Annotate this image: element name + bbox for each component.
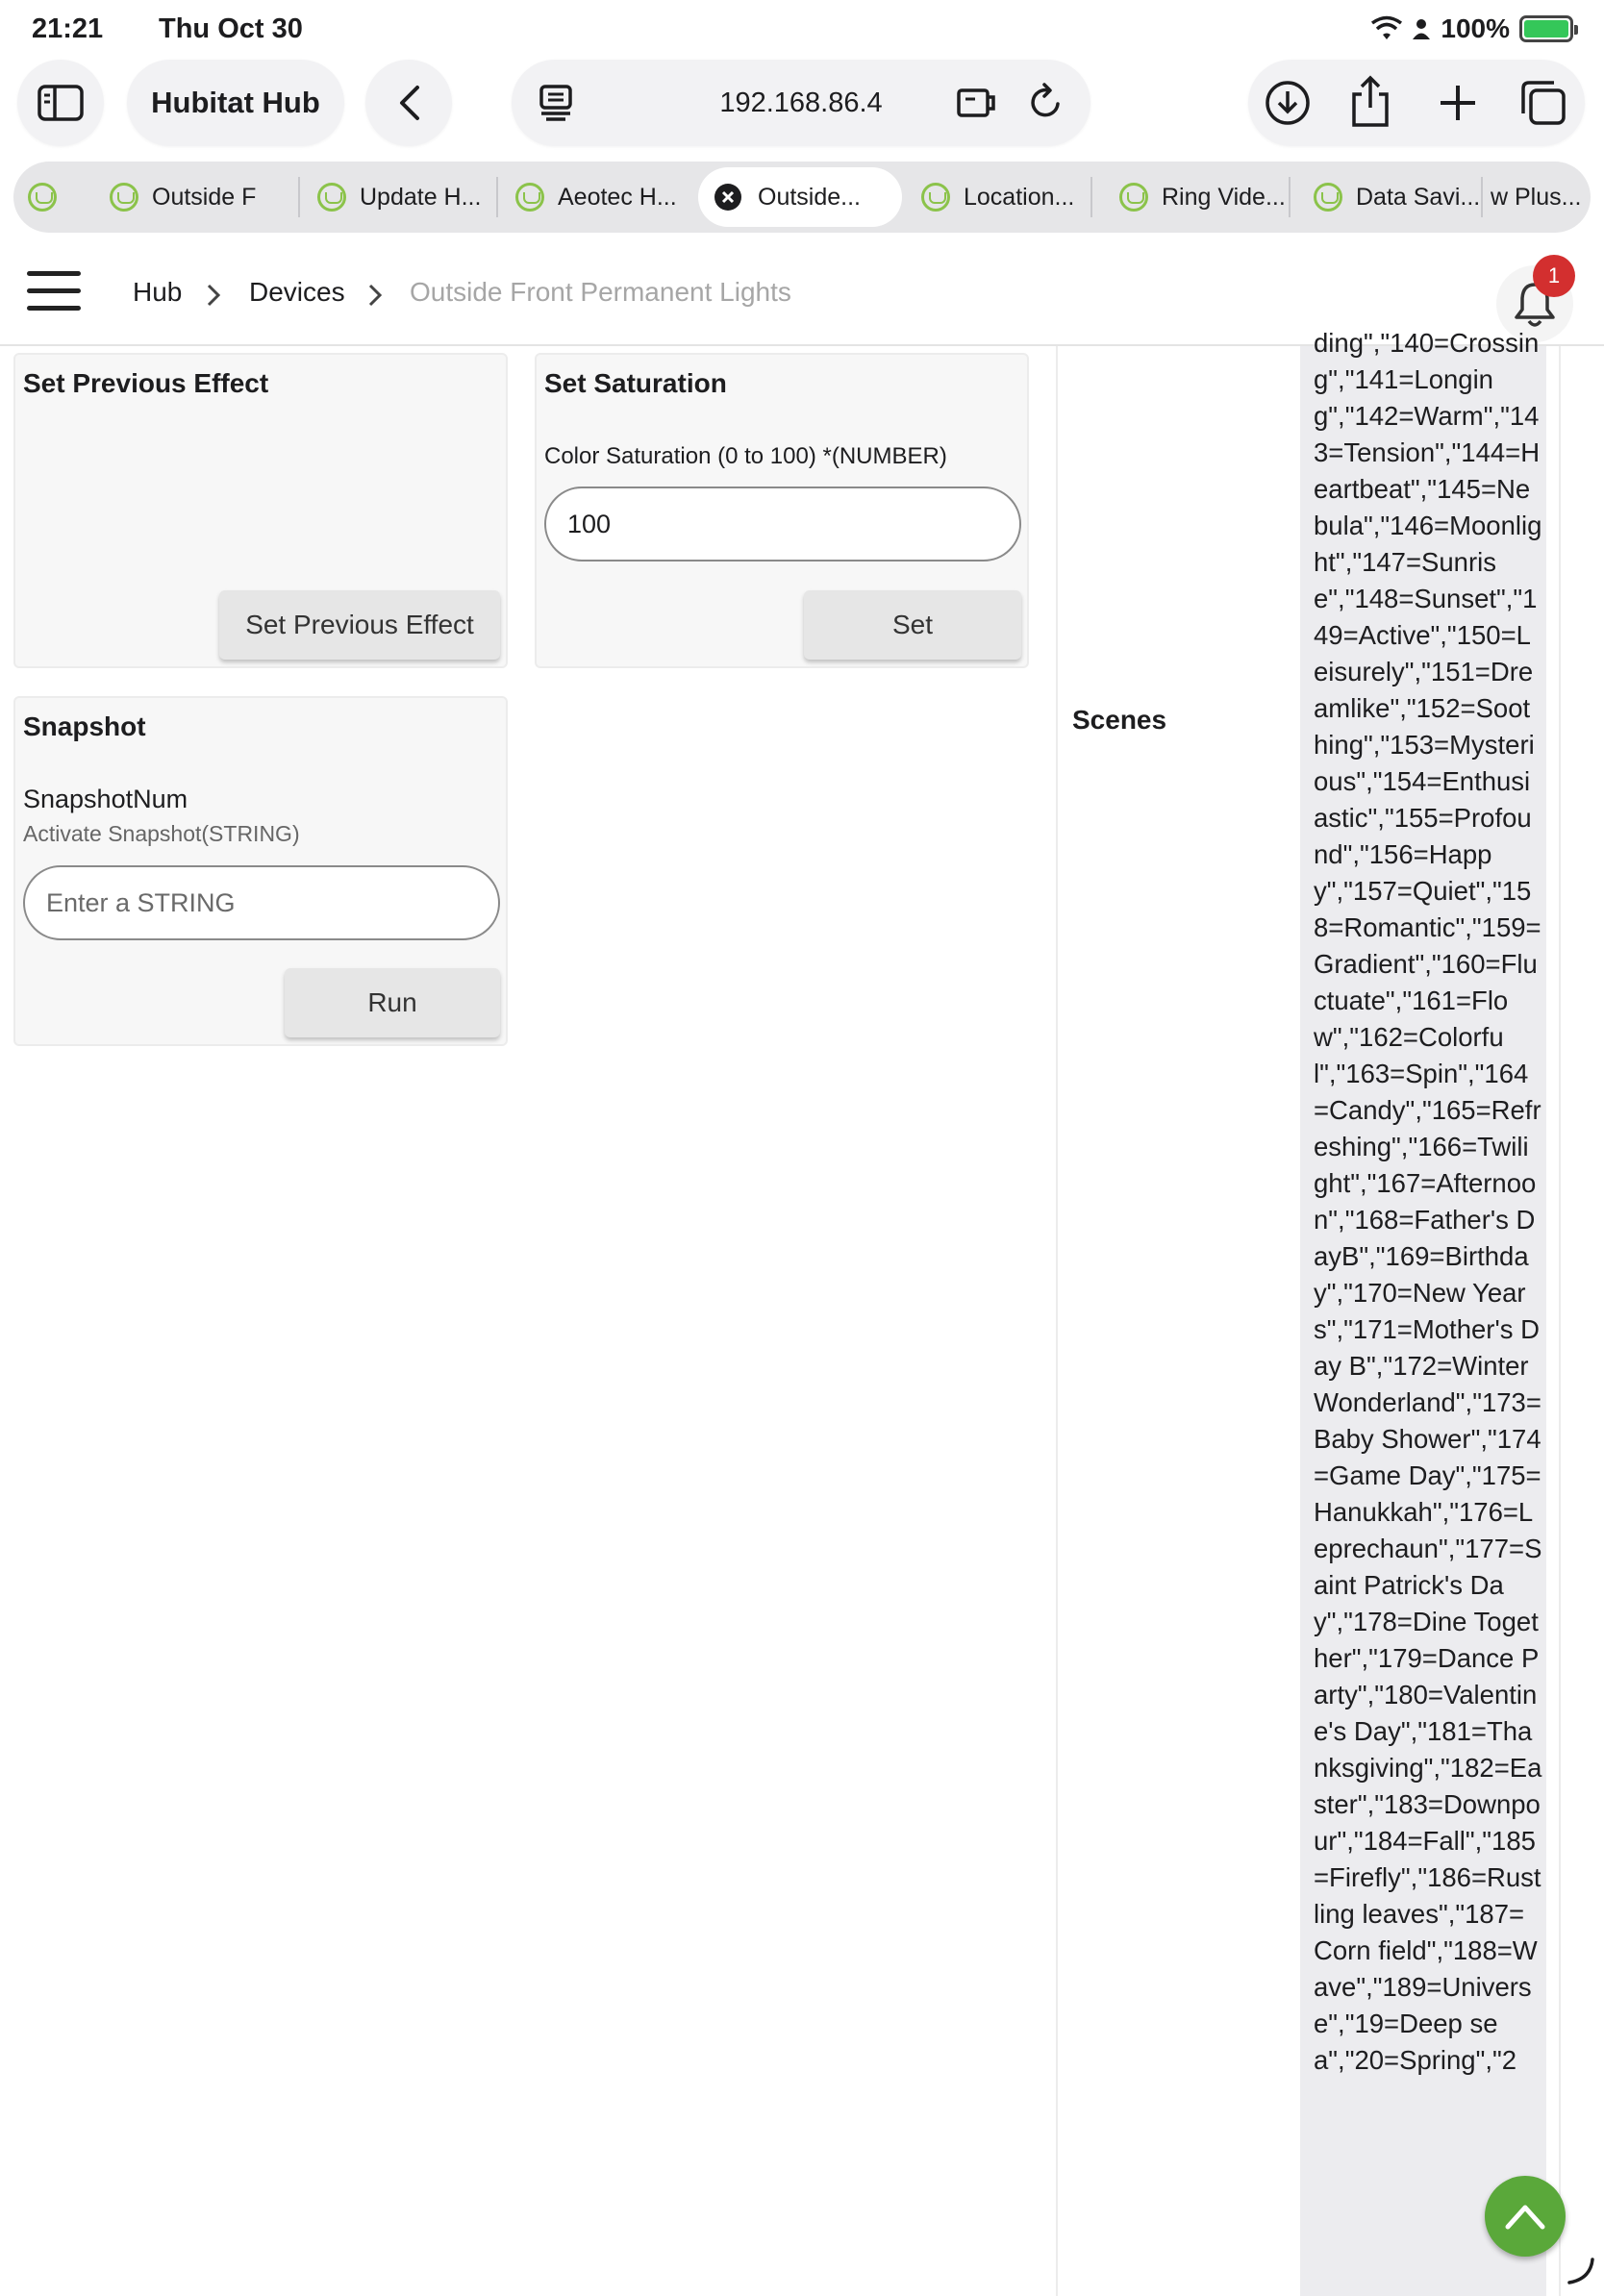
scenes-attribute-label: Scenes <box>1072 705 1167 735</box>
command-card-set-previous-effect <box>13 353 508 668</box>
scroll-to-top-button[interactable] <box>1485 2176 1566 2257</box>
chevron-up-icon <box>1504 2202 1546 2231</box>
tab-ring-video[interactable] <box>1108 167 1291 227</box>
sidebar-toggle-button[interactable] <box>17 60 104 146</box>
tab-label: Location... <box>964 183 1075 211</box>
chevron-right-icon <box>367 283 383 308</box>
status-date: Thu Oct 30 <box>159 13 303 44</box>
resize-handle-icon[interactable] <box>1566 2256 1596 2286</box>
tab-group-button[interactable] <box>127 60 344 146</box>
address-bar[interactable] <box>512 60 1090 146</box>
tab-outside-active[interactable] <box>698 167 902 227</box>
toolbar-actions <box>1248 60 1585 146</box>
tab-label: Ring Vide... <box>1162 183 1286 211</box>
tab-update-hub[interactable] <box>317 167 500 227</box>
hubitat-logo-icon <box>1314 183 1342 212</box>
hubitat-logo-icon <box>110 183 138 212</box>
browser-tab-strip <box>13 162 1591 233</box>
sidebar-icon <box>37 84 85 122</box>
extension-icon[interactable] <box>956 86 1000 120</box>
card-title: Set Previous Effect <box>23 368 269 398</box>
tab-label: Outside F <box>152 183 257 211</box>
command-card-snapshot <box>13 696 508 1046</box>
url-text: 192.168.86.4 <box>719 87 883 118</box>
tabs-overview-icon[interactable] <box>1517 79 1567 127</box>
share-icon[interactable] <box>1348 75 1392 129</box>
wifi-icon <box>1371 16 1402 41</box>
chevron-right-icon <box>206 283 221 308</box>
tab-label: Update H... <box>360 183 482 211</box>
tab-group-title: Hubitat Hub <box>151 86 320 119</box>
scenes-value-text: ding","140=Crossing","141=Longing","142=Warm","143=Tension","144=Heartbeat","145=Nebula","146=Moonlight","147=Sunrise","148=Sunset","149=Active","150=Leisurely","151=Dreamlike","152=Soothing","153=Mysterious","154=Enthusiastic","155=Profound","156=Happy","157=Quiet","158=Romantic","159=Gradient","160=Fluctuate","161=Flow","162=Colorful","163=Spin","164=Candy","165=Refreshing","166=Twilight","167=Afternoon","168=Father's DayB","169=Birthday","170=New Years","171=Mother's Day B","172=Winter Wonderland","173=Baby Shower","174=Game Day","175=Hanukkah","176=Leprechaun","177=Saint Patrick's Day","178=Dine Together","179=Dance Party","180=Valentine's Day","181=Thanksgiving","182=Easter","183=Downpour","184=Fall","185=Firefly","186=Rustling leaves","187=Corn field","188=Wave","189=Universe","19=Deep sea","20=Spring","2 <box>1314 328 1542 2075</box>
hubitat-logo-icon <box>921 183 950 212</box>
snapshot-param-name: SnapshotNum <box>23 785 188 813</box>
battery-percent: 100% <box>1441 13 1510 43</box>
hubitat-logo-icon <box>28 183 57 212</box>
hubitat-logo-icon <box>515 183 544 212</box>
breadcrumb-hub[interactable]: Hub <box>133 277 183 307</box>
command-card-set-saturation <box>535 353 1029 668</box>
status-bar <box>0 0 1604 60</box>
page-menu-icon[interactable] <box>539 84 573 122</box>
saturation-field-label: Color Saturation (0 to 100) *(NUMBER) <box>544 443 947 469</box>
tab-outside-f[interactable] <box>96 167 279 227</box>
tab-location[interactable] <box>910 167 1092 227</box>
breadcrumb-current-device: Outside Front Permanent Lights <box>410 277 791 307</box>
back-button[interactable] <box>365 60 452 146</box>
browser-toolbar <box>0 60 1604 156</box>
hubitat-logo-icon <box>1119 183 1148 212</box>
card-title: Snapshot <box>23 711 146 741</box>
person-icon <box>1412 17 1431 40</box>
notification-badge: 1 <box>1533 255 1575 297</box>
tab-group-icon[interactable] <box>13 167 71 227</box>
chevron-left-icon <box>394 84 423 122</box>
reload-icon[interactable] <box>1027 83 1065 123</box>
card-title: Set Saturation <box>544 368 727 398</box>
breadcrumb-devices[interactable]: Devices <box>249 277 345 307</box>
tab-data-saving[interactable] <box>1302 167 1491 227</box>
tab-plus[interactable] <box>1485 167 1589 227</box>
saturation-input[interactable]: 100 <box>544 487 1021 562</box>
status-time: 21:21 <box>32 13 104 44</box>
set-previous-effect-button[interactable]: Set Previous Effect <box>219 590 500 660</box>
tab-label: w Plus... <box>1491 183 1582 211</box>
set-saturation-button[interactable]: Set <box>804 590 1021 660</box>
hubitat-logo-icon <box>317 183 346 212</box>
snapshot-param-description: Activate Snapshot(STRING) <box>23 821 300 846</box>
tab-label: Data Savi... <box>1356 183 1481 211</box>
tab-label: Outside... <box>758 183 861 211</box>
menu-icon[interactable] <box>27 271 81 312</box>
tab-aeotec-hub[interactable] <box>515 167 698 227</box>
scenes-attribute-value <box>1300 328 1546 2296</box>
close-tab-icon[interactable] <box>714 183 742 212</box>
download-icon[interactable] <box>1264 79 1312 127</box>
status-indicators <box>1371 13 1573 44</box>
battery-icon <box>1519 15 1573 42</box>
run-snapshot-button[interactable]: Run <box>285 968 500 1037</box>
new-tab-icon[interactable] <box>1437 82 1479 124</box>
snapshot-input[interactable]: Enter a STRING <box>23 865 500 940</box>
tab-label: Aeotec H... <box>558 183 677 211</box>
